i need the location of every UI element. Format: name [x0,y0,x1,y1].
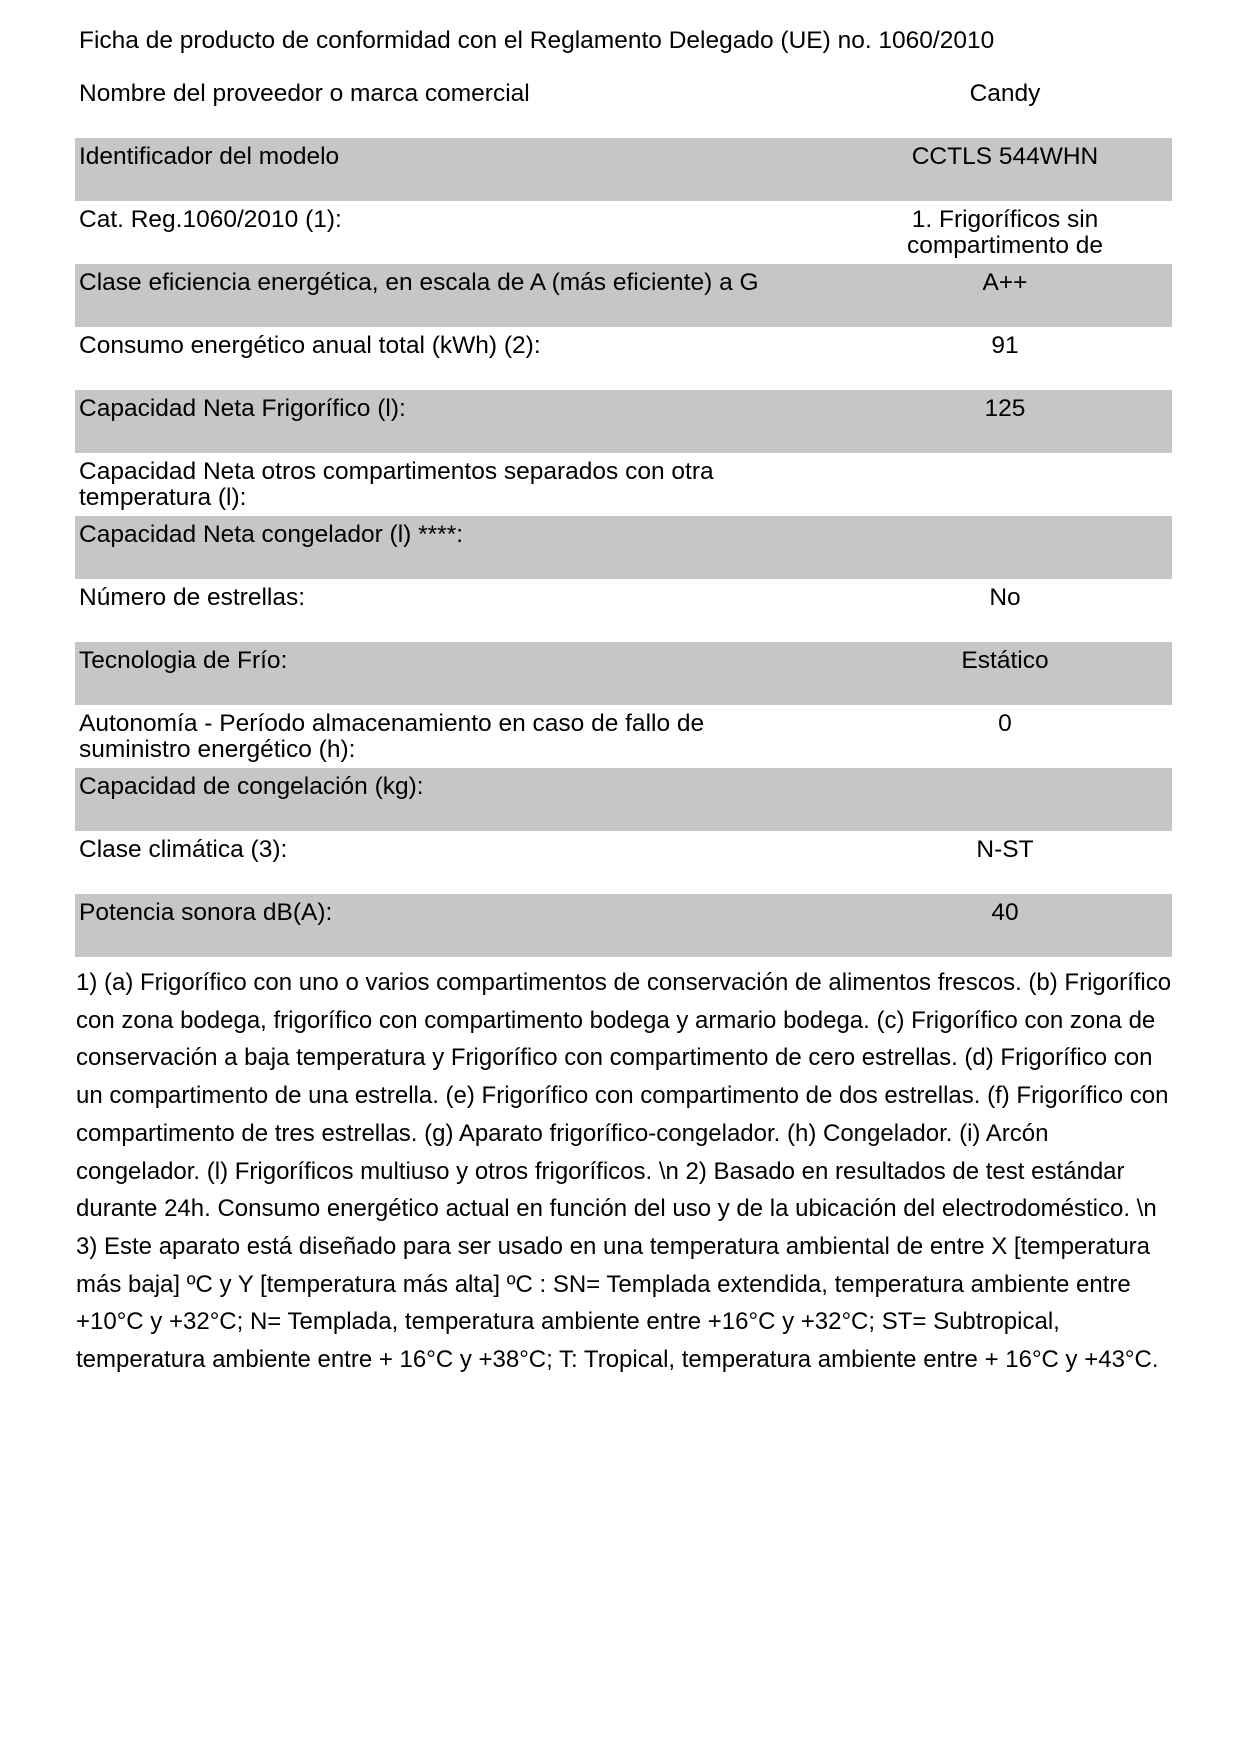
row-value: 125 [984,395,1026,422]
row-value: 0 [998,710,1012,737]
row-value: 40 [991,899,1019,926]
row-value: No [989,584,1021,611]
row-label: Número de estrellas: [79,584,306,611]
row-freezer-capacity [75,516,1172,579]
row-value: Estático [961,647,1049,674]
row-label: Cat. Reg.1060/2010 (1): [79,206,342,233]
row-label: Capacidad Neta otros compartimentos separados con otra temperatura (l): [79,458,714,511]
row-value: A++ [982,269,1028,296]
footnotes: 1) (a) Frigorífico con uno o varios compartimentos de conservación de alimentos frescos. (b) Frigorífico con zona bodega, frigorífico con compartimento bodega y armario bodega. (c) Frigorífico con zona de conservación a baja temperatura y Frigorífico con compartimento de cero estrellas. (d) Frigorífico con un compartimento de una estrella. (e) Frigorífico con compartimento de dos estrellas. (f) Frigorífico con compartimento de tres estrellas. (g) Aparato frigorífico-congelador. (h) Congelador. (i) Arcón congelador. (l) Frigoríficos multiuso y otros frigoríficos. \n 2) Basado en resultados de test estándar durante 24h. Consumo energético actual en función del uso y de la ubicación del electrodoméstico. \n 3) Este aparato está diseñado para ser usado en una temperatura ambiental de entre X [temperatura más baja] ºC y Y [temperatura más alta] ºC : SN= Templada extendida, temperatura ambiente entre +10°C y +32°C; N= Templada, temperatura ambiente entre +16°C y +32°C; ST= Subtropical, temperatura ambiente entre + 16°C y +38°C; T: Tropical, temperatura ambiente entre + 16°C y +43°C. [76,969,1172,1374]
row-value: CCTLS 544WHN [911,143,1099,170]
row-energy-class [75,264,1172,327]
row-label: Potencia sonora dB(A): [79,899,333,926]
row-label: Clase eficiencia energética, en escala de A (más eficiente) a G [79,269,759,296]
spec-table [75,75,1172,957]
row-autonomy [75,705,1172,768]
row-value: 1. Frigoríficos sin compartimento de [906,206,1104,259]
row-annual-consumption [75,327,1172,390]
row-sound-power [75,894,1172,957]
row-label: Nombre del proveedor o marca comercial [79,80,530,107]
row-supplier [75,75,1172,138]
row-climate-class [75,831,1172,894]
row-cooling-technology [75,642,1172,705]
row-label: Clase climática (3): [79,836,288,863]
row-label: Tecnologia de Frío: [79,647,288,674]
row-label: Capacidad de congelación (kg): [79,773,424,800]
row-category [75,201,1172,264]
row-model-identifier [75,138,1172,201]
row-label: Autonomía - Período almacenamiento en caso de fallo de suministro energético (h): [79,710,705,763]
row-value: N-ST [976,836,1034,863]
row-value: 91 [991,332,1019,359]
page-title: Ficha de producto de conformidad con el Reglamento Delegado (UE) no. 1060/2010 [79,27,995,54]
row-value: Candy [969,80,1041,107]
row-label: Consumo energético anual total (kWh) (2): [79,332,541,359]
row-fridge-capacity [75,390,1172,453]
row-star-rating [75,579,1172,642]
row-freezing-capacity [75,768,1172,831]
row-label: Capacidad Neta congelador (l) ****: [79,521,464,548]
row-label: Capacidad Neta Frigorífico (l): [79,395,406,422]
row-other-compartments-capacity [75,453,1172,516]
row-label: Identificador del modelo [79,143,340,170]
